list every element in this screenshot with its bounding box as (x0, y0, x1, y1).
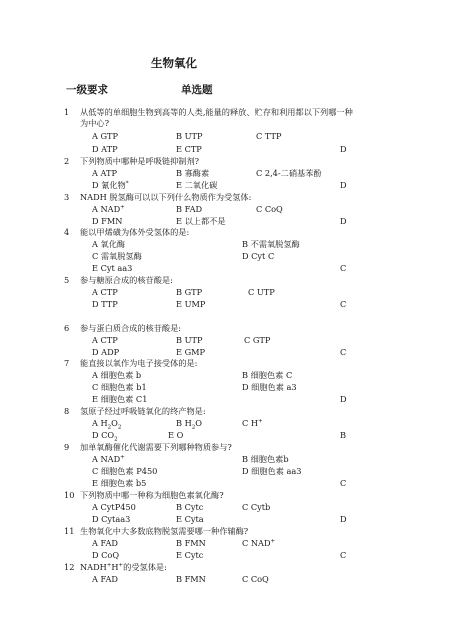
answer-option: C GTP (244, 335, 271, 345)
answer-option: E 二氧化碳 (176, 180, 218, 190)
answer-option: C 细胞色素 P450 (92, 466, 158, 476)
question-stem: 生物氧化中大多数底物脱氢需要哪一种作辅酶? (80, 526, 249, 536)
answer-option: B UTP (176, 335, 203, 345)
answer-key: C (340, 347, 347, 357)
answer-option: D $CO_2$ (92, 430, 118, 443)
question-stem: 下列物质中哪种是呼吸链抑制剂? (80, 156, 200, 166)
answer-option: A CTP (92, 287, 118, 297)
answer-key: C (340, 550, 347, 560)
answer-option: C 细胞色素 b1 (92, 382, 147, 392)
answer-option: C NAD+ (242, 538, 276, 548)
answer-option: D FMN (92, 216, 123, 226)
level-heading: 一级要求 (66, 84, 108, 96)
answer-option: A $H_2O_2$ (92, 418, 122, 431)
answer-key: D (340, 394, 347, 404)
answer-option: A FAD (92, 538, 118, 548)
answer-option: D 氰化物* (92, 180, 129, 190)
answer-key: D (340, 144, 347, 154)
question-number: 4 (64, 227, 70, 237)
question-number: 7 (64, 358, 70, 368)
answer-option: A CTP (92, 335, 118, 345)
question-number: 9 (64, 442, 70, 452)
answer-key: D (340, 180, 347, 190)
answer-option: D ATP (92, 144, 118, 154)
answer-option: A NAD+ (92, 454, 125, 464)
answer-option: E 以上都不是 (176, 216, 226, 226)
section-heading: 单选题 (181, 84, 213, 96)
answer-option: C 2,4-二硝基苯酚 (256, 168, 322, 178)
answer-option: A 细胞色素 b (92, 370, 142, 380)
question-number: 12 (64, 562, 75, 572)
answer-option: E 细胞色素 b5 (92, 478, 147, 488)
answer-option: D Cyt C (242, 251, 275, 261)
answer-option: D 细胞色素 a3 (242, 382, 297, 392)
question-stem: NADH 脱氢酶可以以下列什么物质作为受氢体: (80, 192, 252, 202)
answer-key: B (340, 430, 347, 440)
answer-option: B UTP (176, 131, 203, 141)
answer-key: C (340, 263, 347, 273)
answer-key: C (340, 478, 347, 488)
question-stem: 参与蛋白质合成的核苷酸是: (80, 323, 182, 333)
answer-option: E Cyta (176, 514, 204, 524)
answer-option: C 需氧脱氢酶 (92, 251, 142, 261)
answer-option: D TTP (92, 299, 118, 309)
answer-option: B Cytc (176, 502, 204, 512)
answer-option: C TTP (256, 131, 282, 141)
question-number: 10 (64, 490, 75, 500)
question-number: 1 (64, 107, 70, 117)
question-number: 6 (64, 323, 70, 333)
answer-option: A CytP450 (92, 502, 136, 512)
answer-option: A 氧化酶 (92, 239, 126, 249)
answer-option: C Cytb (242, 502, 271, 512)
question-stem: 从低等的单细胞生物到高等的人类,能量的释放、贮存和利用都以下列哪一种 (80, 107, 353, 117)
answer-option: D ADP (92, 347, 120, 357)
question-number: 3 (64, 192, 70, 202)
answer-option: C CoQ (242, 574, 269, 584)
answer-option: E Cyt aa3 (92, 263, 133, 273)
question-stem: 参与糖原合成的核苷酸是: (80, 275, 173, 285)
answer-option: A NAD+ (92, 204, 125, 214)
answer-option: B 不需氧脱氢酶 (242, 239, 300, 249)
answer-option: B 寡酶素 (176, 168, 210, 178)
answer-option: B FMN (176, 574, 206, 584)
question-stem: NADH+H+的受氢体是: (80, 562, 167, 572)
answer-option: D CoQ (92, 550, 120, 560)
question-stem: 能以甲烯磺为体外受氢体的是: (80, 227, 190, 237)
answer-option: D 细胞色素 aa3 (242, 466, 302, 476)
answer-option: A FAD (92, 574, 118, 584)
answer-option: C CoQ (256, 204, 283, 214)
answer-option: B GTP (176, 287, 203, 297)
question-stem: 氢原子经过呼吸链氧化的终产物是: (80, 406, 206, 416)
answer-option: E O (168, 430, 184, 440)
answer-option: E CTP (176, 144, 202, 154)
answer-option: B 细胞色素b (242, 454, 289, 464)
answer-option: E Cytc (176, 550, 204, 560)
question-stem: 下列物质中哪一种称为细胞色素氧化酶? (80, 490, 224, 500)
answer-option: E UMP (176, 299, 206, 309)
answer-option: B FMN (176, 538, 206, 548)
answer-key: D (340, 514, 347, 524)
answer-key: C (340, 299, 347, 309)
document-title: 生物氧化 (151, 56, 197, 70)
question-stem: 加单氧酶催化代谢需要下列哪种物质参与? (80, 442, 232, 452)
answer-option: C H+ (242, 418, 263, 428)
answer-key: D (340, 216, 347, 226)
question-number: 11 (64, 526, 75, 536)
question-number: 8 (64, 406, 70, 416)
answer-option: C UTP (248, 287, 275, 297)
question-stem: 能直接以氧作为电子接受体的是: (80, 358, 198, 368)
answer-option: B 细胞色素 C (242, 370, 293, 380)
answer-option: A ATP (92, 168, 117, 178)
question-number: 2 (64, 156, 70, 166)
question-stem-continued: 为中心? (80, 118, 109, 128)
answer-option: A GTP (92, 131, 119, 141)
answer-option: E GMP (176, 347, 206, 357)
answer-option: E 细胞色素 C1 (92, 394, 148, 404)
answer-option: B FAD (176, 204, 203, 214)
question-number: 5 (64, 275, 70, 285)
answer-option: B $H_2O$ (176, 418, 202, 431)
answer-option: D Cytaa3 (92, 514, 131, 524)
